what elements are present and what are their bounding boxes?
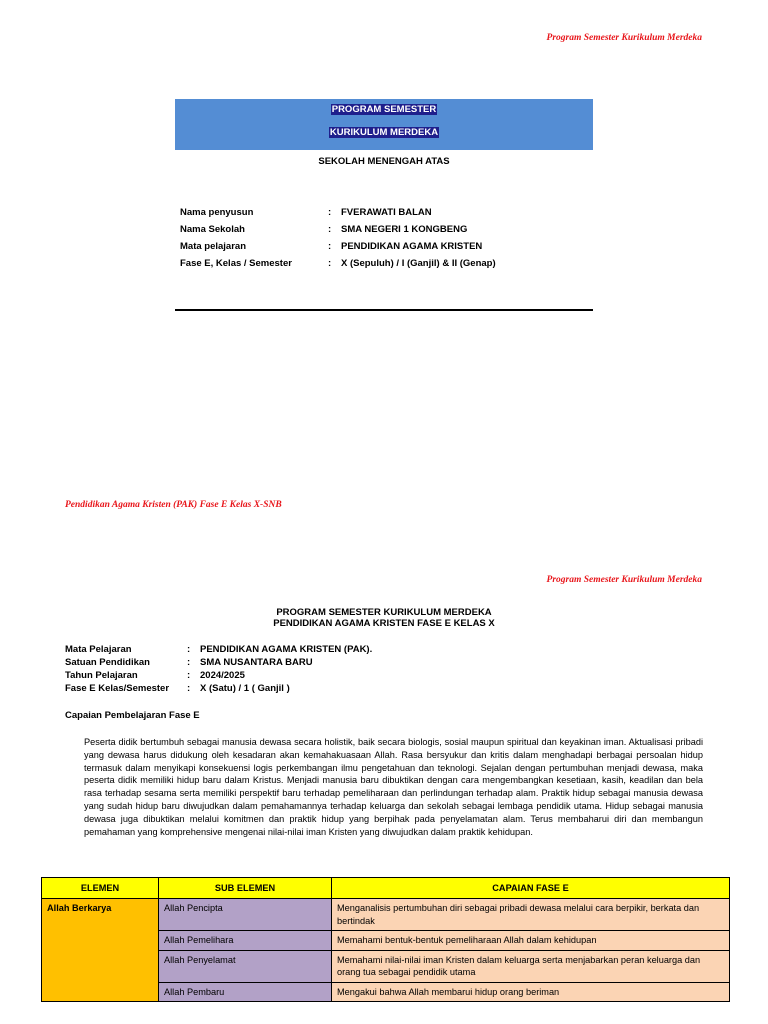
column-header-sub-elemen: SUB ELEMEN xyxy=(159,878,332,899)
capaian-heading: Capaian Pembelajaran Fase E xyxy=(65,710,200,721)
capaian-cell: Memahami nilai-nilai iman Kristen dalam keluarga serta menjabarkan peran keluarga dan orang tua sebagai pendidik utama xyxy=(332,950,730,982)
column-header-elemen: ELEMEN xyxy=(42,878,159,899)
document-title-line2: PENDIDIKAN AGAMA KRISTEN FASE E KELAS X xyxy=(273,618,495,629)
header-italic-page2: Program Semester Kurikulum Merdeka xyxy=(546,575,702,585)
footer-italic-page1: Pendidikan Agama Kristen (PAK) Fase E Kelas X-SNB xyxy=(65,500,282,510)
document-title-line1: PROGRAM SEMESTER KURIKULUM MERDEKA xyxy=(276,607,492,618)
elemen-cell: Allah Berkarya xyxy=(42,899,159,1002)
document-title xyxy=(65,607,703,629)
cover-title-line1: PROGRAM SEMESTER xyxy=(331,104,437,115)
table-row xyxy=(42,899,730,931)
cover-title-band xyxy=(175,99,593,150)
sub-elemen-cell: Allah Pencipta xyxy=(159,899,332,931)
header-italic-page1: Program Semester Kurikulum Merdeka xyxy=(546,33,702,43)
cover-divider xyxy=(175,309,593,311)
capaian-cell: Memahami bentuk-bentuk pemeliharaan Allah dalam kehidupan xyxy=(332,931,730,951)
table-header-row xyxy=(42,878,730,899)
capaian-cell: Menganalisis pertumbuhan diri sebagai pribadi dewasa melalui cara berpikir, berkata dan bertindak xyxy=(332,899,730,931)
cover-title-line2: KURIKULUM MERDEKA xyxy=(329,127,439,138)
capaian-cell: Mengakui bahwa Allah membarui hidup orang beriman xyxy=(332,982,730,1002)
sub-elemen-cell: Allah Pembaru xyxy=(159,982,332,1002)
column-header-capaian: CAPAIAN FASE E xyxy=(332,878,730,899)
sub-elemen-cell: Allah Pemelihara xyxy=(159,931,332,951)
capaian-paragraph: Peserta didik bertumbuh sebagai manusia dewasa secara holistik, baik secara biologis, sosial maupun spiritual dan keyakinan iman. Aktualisasi pribadi yang dewasa harus didukung oleh kesadaran akan kemahakuasaan Allah. Rasa bersyukur dan kritis dalam menghadapi berbagai persoalan hidup termasuk dalam menyikapi konsekuensi logis perkembangan ilmu pengetahuan dan teknologi. Sejalan dengan pertumbuhan menjadi dewasa, maka peserta didik memiliki hidup baru dalam Kristus. Menjadi manusia baru dibuktikan dengan cara mengembangkan kesetiaan, kasih, keadilan dan bela rasa terhadap sesama serta memiliki perspektif baru terhadap pemeliharaan dan perlindungan terhadap alam. Praktik hidup sebagai manusia dewasa yang sudah hidup baru diwujudkan dalam pemahamannya terhadap keluarga dan sekolah sebagai lembaga pendidik utama. Hidup sebagai manusia dewasa juga dibuktikan melalui komitmen dan praktik hidup yang berpihak pada penyelamatan alam. Terus membaharui diri dan membangun pemahaman yang komprehensive mengenai nilai-nilai iman Kristen yang diwujudkan dalam praktik kehidupan. xyxy=(84,737,703,837)
sub-elemen-cell: Allah Penyelamat xyxy=(159,950,332,982)
cover-subtitle: SEKOLAH MENENGAH ATAS xyxy=(318,156,450,167)
elemen-table xyxy=(41,877,730,1002)
